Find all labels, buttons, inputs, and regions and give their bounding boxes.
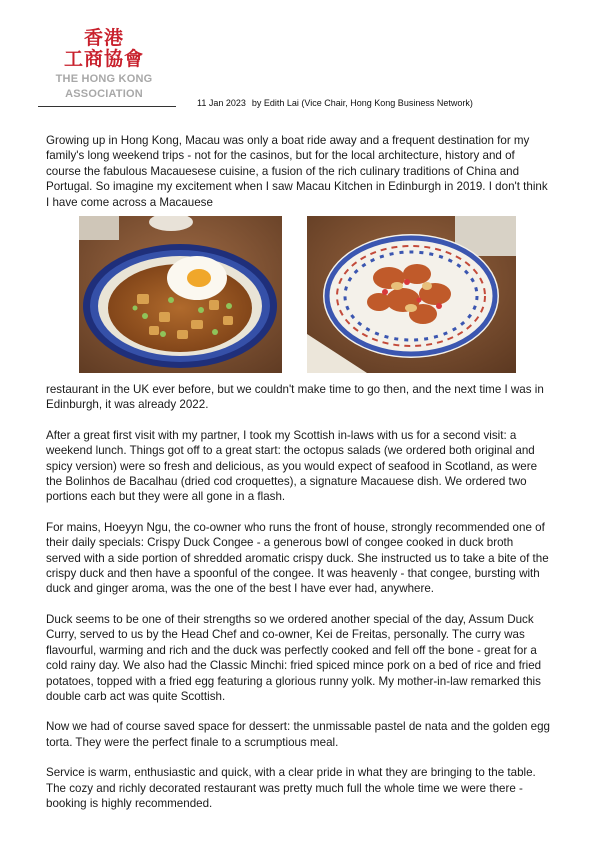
logo-chinese-line1: 香港 xyxy=(83,27,124,49)
article-date: 11 Jan 2023 xyxy=(197,98,246,108)
intro-paragraph: Growing up in Hong Kong, Macau was only a boat ride away and a frequent destination for my family's long weekend trips - not for the casinos, but for the local architecture, history and of course the fabulous Macauesese cuisine, a fusion of the rich culinary traditions of China and Portugal. So imagine my excitement when I saw Macau Kitchen in Edinburgh in 2019. I don't think I have come across a Macauese xyxy=(46,134,548,209)
body-paragraph: Duck seems to be one of their strengths so we ordered another special of the day, Assum Duck Curry, served to us by the Head Chef and co-owner, Kei de Freitas, personally. The curry was flavourful, warming and rich and the duck was perfectly cooked and fell off the bone - great for a cold rainy day. We also had the Classic Minchi: fried spiced mince pork on a bed of rice and fried potatoes, topped with a fried egg featuring a glorious runny yolk. My mother-in-law remarked this double carb act was quite Scottish. xyxy=(46,612,542,703)
logo-chinese-line2: 工商協會 xyxy=(63,48,144,70)
body-paragraph: restaurant in the UK ever before, but we couldn't make time to go then, and the next time I was in Edinburgh, it was already 2022. xyxy=(46,383,544,412)
body-paragraph: After a great first visit with my partner, I took my Scottish in-laws with us for a second visit: a weekend lunch. Things got off to a great start: the octopus salads (we ordered both original and spicy version) were so fresh and delicious, as you would expect of seafood in Scotland, as were the Bolinhos de Bacalhau (dried cod croquettes), a signature Macauese dish. We ordered two portions each but they were all gone in a flash. xyxy=(46,428,538,504)
article-body xyxy=(46,382,551,826)
hong-kong-association-logo xyxy=(48,28,160,100)
body-paragraph: Now we had of course saved space for dessert: the unmissable pastel de nata and the golden egg torta. They were the perfect finale to a scrumptious meal. xyxy=(46,720,551,749)
minchi-plate-photo xyxy=(79,216,282,373)
logo-english-line1: THE HONG KONG xyxy=(55,73,153,85)
byline xyxy=(197,98,473,108)
duck-curry-plate-photo xyxy=(307,216,516,373)
article-intro xyxy=(46,133,551,225)
body-paragraph: For mains, Hoeyyn Ngu, the co-owner who runs the front of house, strongly recommended one of their daily specials: Crispy Duck Congee - a generous bowl of congee cooked in duck broth served with a side portion of shredded aromatic crispy duck. She instructed us to take a bite of the crispy duck and then have a spoonful of the congee. It was heavenly - that congee, bursting with duck and ginger aroma, was the one of the best I have ever had, anywhere. xyxy=(46,520,549,596)
article-author: by Edith Lai (Vice Chair, Hong Kong Business Network) xyxy=(251,98,473,108)
body-paragraph: Service is warm, enthusiastic and quick, with a clear pride in what they are bringing to the table. The cozy and richly decorated restaurant was pretty much full the whole time we were there - booking is highly recommended. xyxy=(46,766,536,810)
header-divider xyxy=(38,106,176,107)
logo-english-line2: ASSOCIATION xyxy=(65,88,143,100)
